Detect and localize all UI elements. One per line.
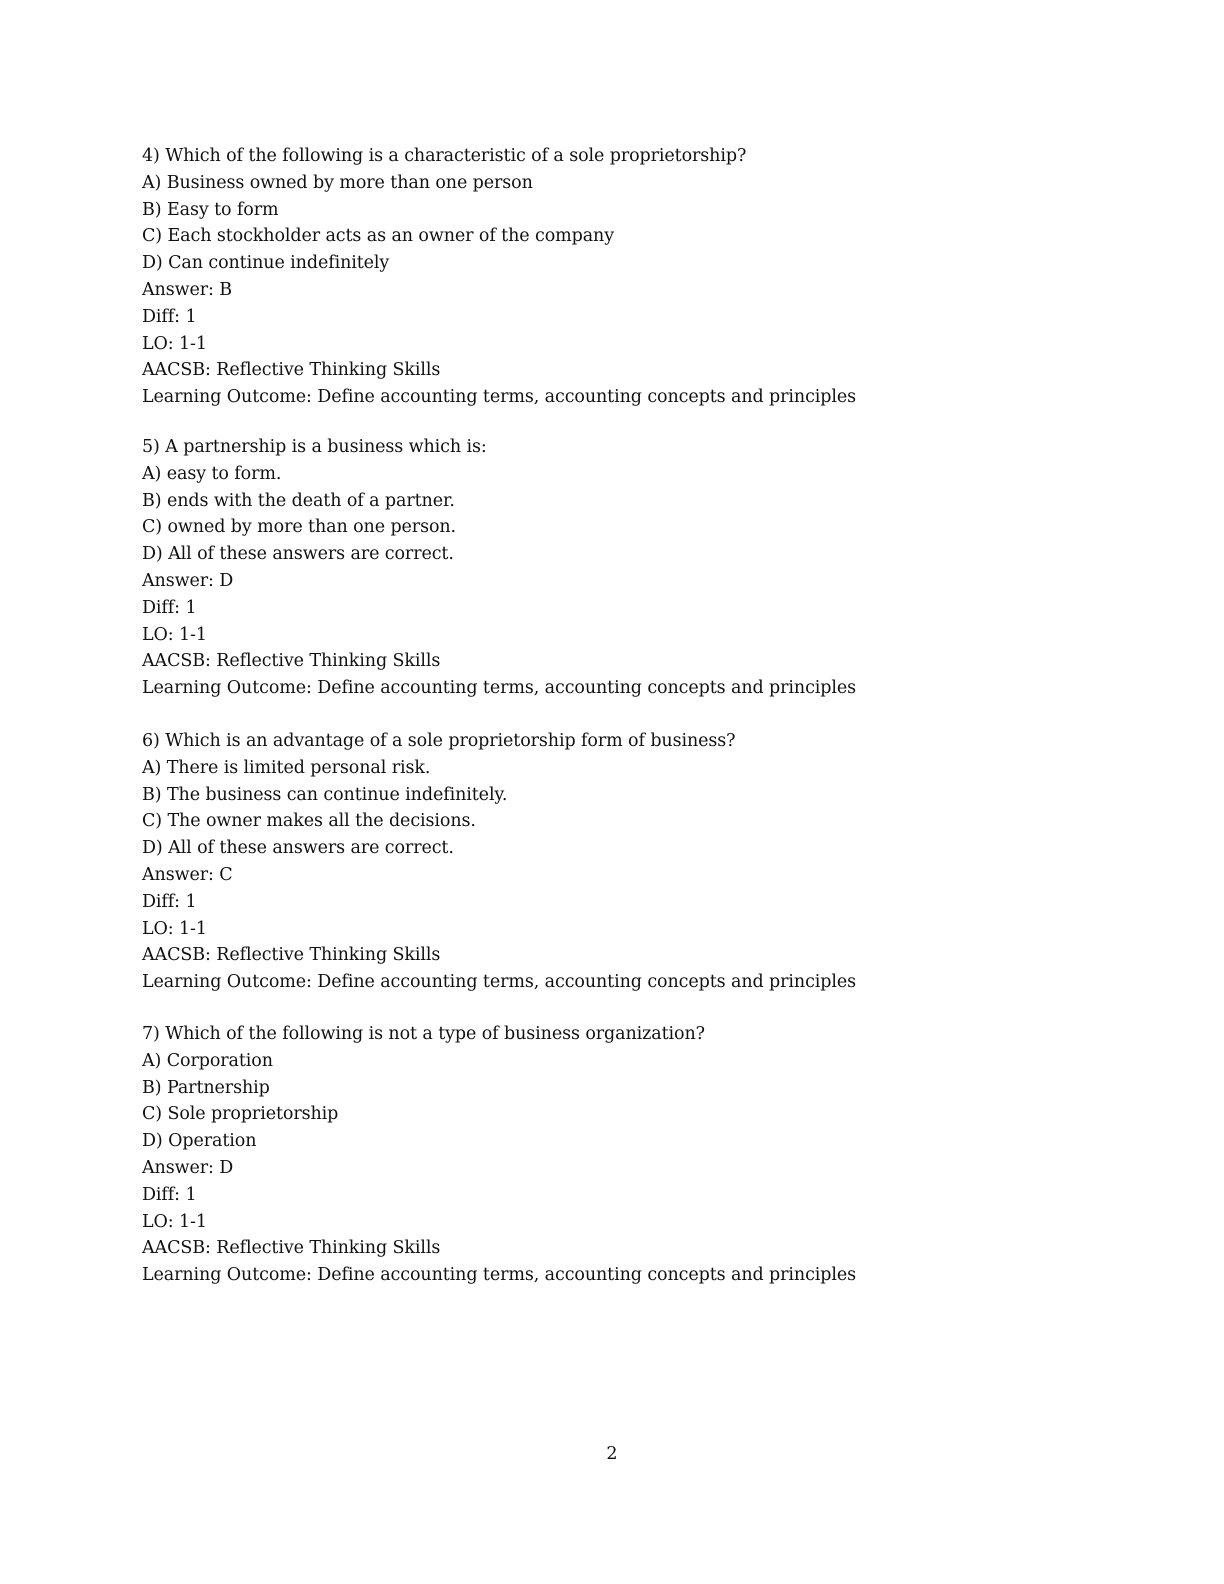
answer-line: Answer: C — [142, 864, 233, 885]
aacsb-line: AACSB: Reflective Thinking Skills — [142, 945, 441, 966]
option-c: C) Each stockholder acts as an owner of the company — [142, 226, 615, 247]
aacsb-line: AACSB: Reflective Thinking Skills — [142, 1238, 441, 1259]
difficulty-line: Diff: 1 — [142, 597, 197, 618]
difficulty-line: Diff: 1 — [142, 891, 197, 912]
answer-line: Answer: D — [142, 570, 234, 591]
option-a: A) There is limited personal risk. — [142, 757, 431, 778]
option-b: B) Partnership — [142, 1077, 270, 1098]
learning-outcome-line: Learning Outcome: Define accounting terms, accounting concepts and principles — [142, 1265, 857, 1286]
option-d: D) All of these answers are correct. — [142, 544, 454, 565]
difficulty-line: Diff: 1 — [142, 306, 197, 327]
option-b: B) The business can continue indefinitely. — [142, 784, 508, 805]
option-d: D) Operation — [142, 1131, 257, 1152]
option-c: C) Sole proprietorship — [142, 1104, 339, 1125]
page-number: 2 — [606, 1444, 618, 1464]
option-a: A) Business owned by more than one person — [142, 172, 533, 193]
question-block — [142, 143, 1102, 411]
option-a: A) easy to form. — [142, 463, 282, 484]
question-block — [142, 728, 1102, 996]
option-b: B) ends with the death of a partner. — [142, 490, 455, 511]
option-c: C) owned by more than one person. — [142, 517, 457, 538]
question-block — [142, 1021, 1102, 1289]
question-stem: 7) Which of the following is not a type of business organization? — [142, 1024, 705, 1044]
aacsb-line: AACSB: Reflective Thinking Skills — [142, 651, 441, 672]
question-stem: 6) Which is an advantage of a sole proprietorship form of business? — [142, 731, 736, 751]
learning-objective-line: LO: 1-1 — [142, 1211, 207, 1232]
option-a: A) Corporation — [142, 1050, 273, 1071]
option-b: B) Easy to form — [142, 199, 279, 220]
question-block — [142, 434, 1102, 702]
question-stem: 4) Which of the following is a characteristic of a sole proprietorship? — [142, 146, 747, 166]
question-stem: 5) A partnership is a business which is: — [142, 437, 487, 457]
aacsb-line: AACSB: Reflective Thinking Skills — [142, 360, 441, 381]
difficulty-line: Diff: 1 — [142, 1184, 197, 1205]
learning-outcome-line: Learning Outcome: Define accounting terms, accounting concepts and principles — [142, 972, 857, 993]
learning-outcome-line: Learning Outcome: Define accounting terms, accounting concepts and principles — [142, 678, 857, 699]
answer-line: Answer: B — [142, 279, 233, 300]
learning-objective-line: LO: 1-1 — [142, 624, 207, 645]
option-d: D) Can continue indefinitely — [142, 253, 390, 274]
learning-outcome-line: Learning Outcome: Define accounting terms, accounting concepts and principles — [142, 387, 857, 408]
answer-line: Answer: D — [142, 1157, 234, 1178]
learning-objective-line: LO: 1-1 — [142, 333, 207, 354]
option-c: C) The owner makes all the decisions. — [142, 811, 476, 832]
learning-objective-line: LO: 1-1 — [142, 918, 207, 939]
option-d: D) All of these answers are correct. — [142, 838, 454, 859]
